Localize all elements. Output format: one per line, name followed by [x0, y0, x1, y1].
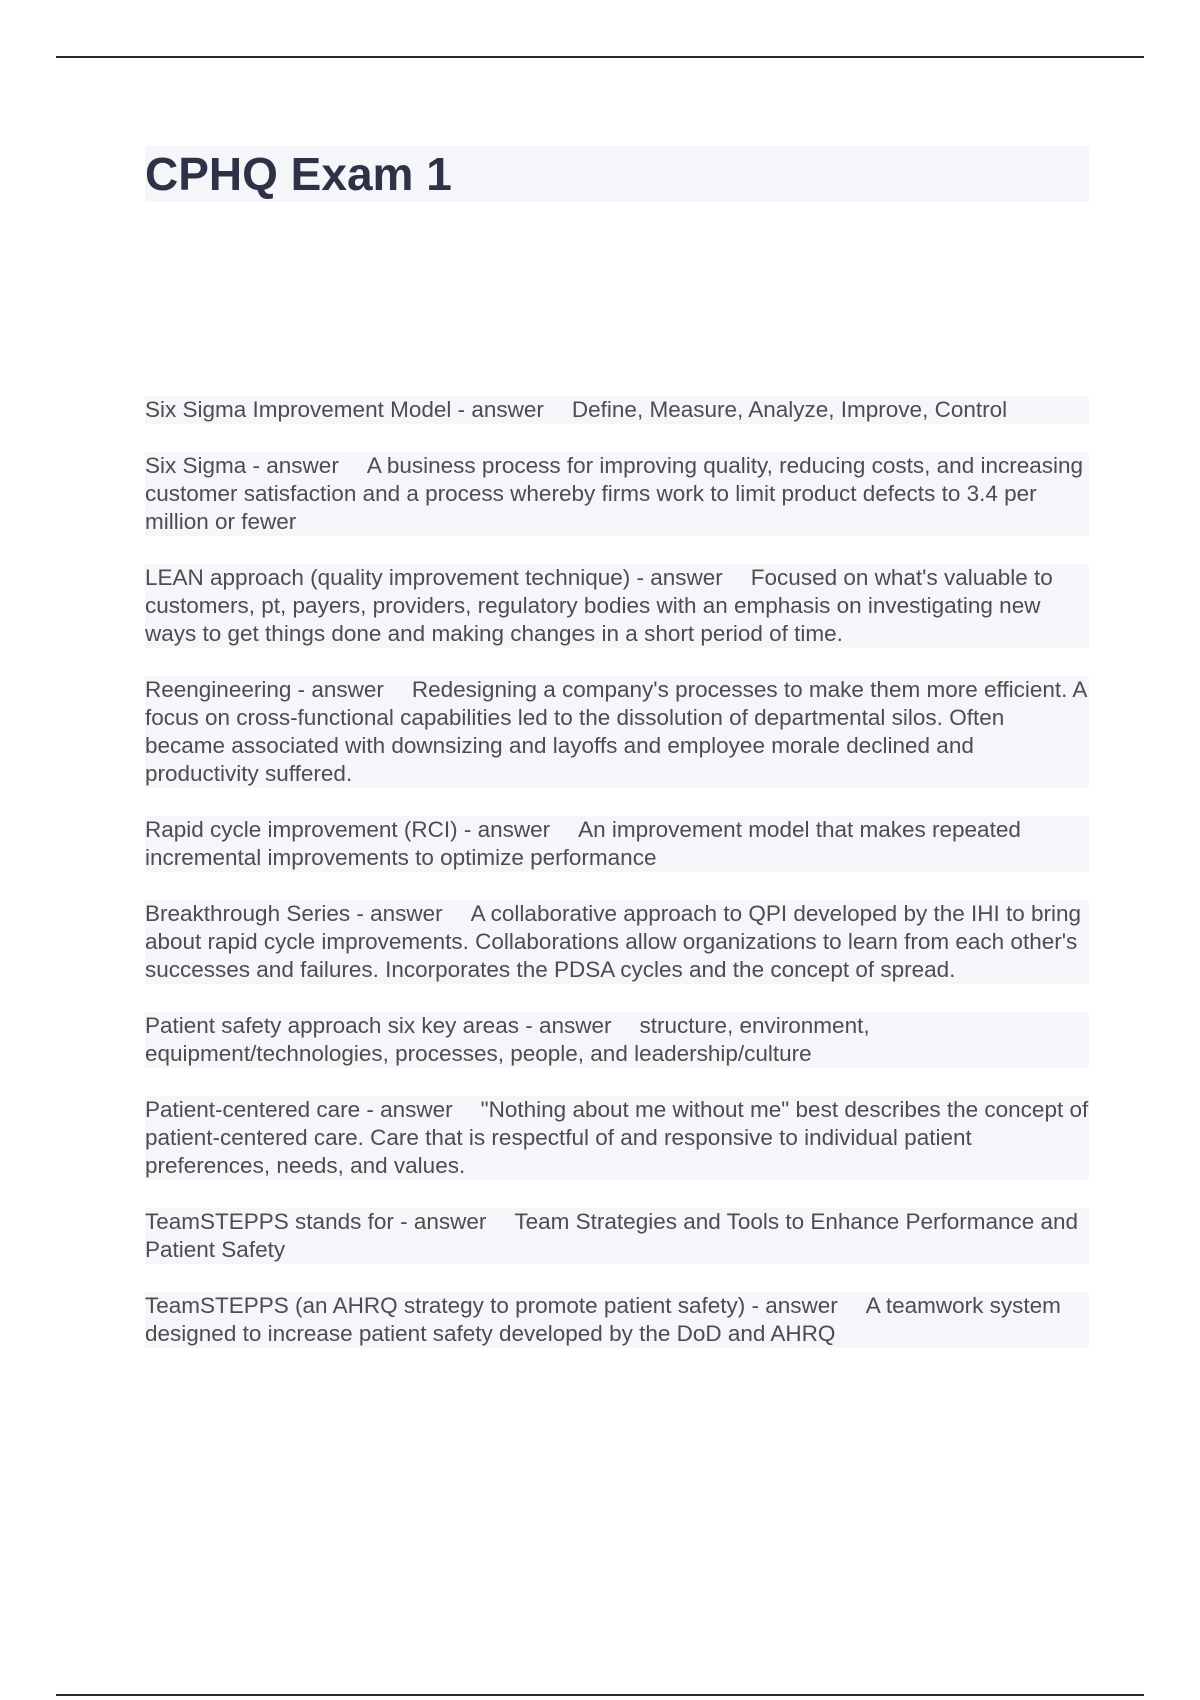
flashcard-item — [145, 564, 1089, 648]
definition: Focused on what's valuable to customers, pt, payers, providers, regulatory bodies with an emphasis on investigating new ways to get things done and making changes in a short period of time. — [145, 565, 1053, 646]
definition: A business process for improving quality, reducing costs, and increasing customer satisfaction and a process whereby firms work to limit product defects to 3.4 per million or fewer — [145, 453, 1084, 534]
term: Breakthrough Series - answer — [145, 901, 443, 926]
definition: An improvement model that makes repeated incremental improvements to optimize performance — [145, 817, 1021, 870]
flashcard-item — [145, 396, 1089, 424]
term: Reengineering - answer — [145, 677, 384, 702]
term: Six Sigma - answer — [145, 453, 339, 478]
flashcard-item — [145, 816, 1089, 872]
definition: Team Strategies and Tools to Enhance Performance and Patient Safety — [145, 1209, 1079, 1262]
flashcard-item — [145, 452, 1089, 536]
term: TeamSTEPPS (an AHRQ strategy to promote patient safety) - answer — [145, 1293, 838, 1318]
definition: A teamwork system designed to increase patient safety developed by the DoD and AHRQ — [145, 1293, 1061, 1346]
top-rule — [56, 56, 1144, 58]
flashcard-item — [145, 676, 1089, 788]
term: Patient-centered care - answer — [145, 1097, 453, 1122]
page-title: CPHQ Exam 1 — [145, 148, 452, 200]
term: TeamSTEPPS stands for - answer — [145, 1209, 487, 1234]
term: Rapid cycle improvement (RCI) - answer — [145, 817, 551, 842]
definition: "Nothing about me without me" best describes the concept of patient-centered care. Care that is respectful of and responsive to individual patient preferences, needs, and values. — [145, 1097, 1089, 1178]
definition: A collaborative approach to QPI developed by the IHI to bring about rapid cycle improvements. Collaborations allow organizations to learn from each other's successes and failures. Incorporates the PDSA cycles and the concept of spread. — [145, 901, 1082, 982]
term: Patient safety approach six key areas - answer — [145, 1013, 612, 1038]
term: Six Sigma Improvement Model - answer — [145, 397, 544, 422]
definition: Redesigning a company's processes to make them more efficient. A focus on cross-functional capabilities led to the dissolution of departmental silos. Often became associated with downsizing and layoffs and employee morale declined and productivity suffered. — [145, 677, 1087, 786]
definition: Define, Measure, Analyze, Improve, Control — [571, 397, 1008, 422]
flashcard-list — [145, 396, 1089, 1376]
definition: structure, environment, equipment/technologies, processes, people, and leadership/culture — [145, 1013, 870, 1066]
flashcard-item — [145, 1208, 1089, 1264]
term: LEAN approach (quality improvement technique) - answer — [145, 565, 723, 590]
bottom-rule — [56, 1694, 1144, 1696]
flashcard-item — [145, 1096, 1089, 1180]
flashcard-item — [145, 900, 1089, 984]
flashcard-item — [145, 1012, 1089, 1068]
flashcard-item — [145, 1292, 1089, 1348]
